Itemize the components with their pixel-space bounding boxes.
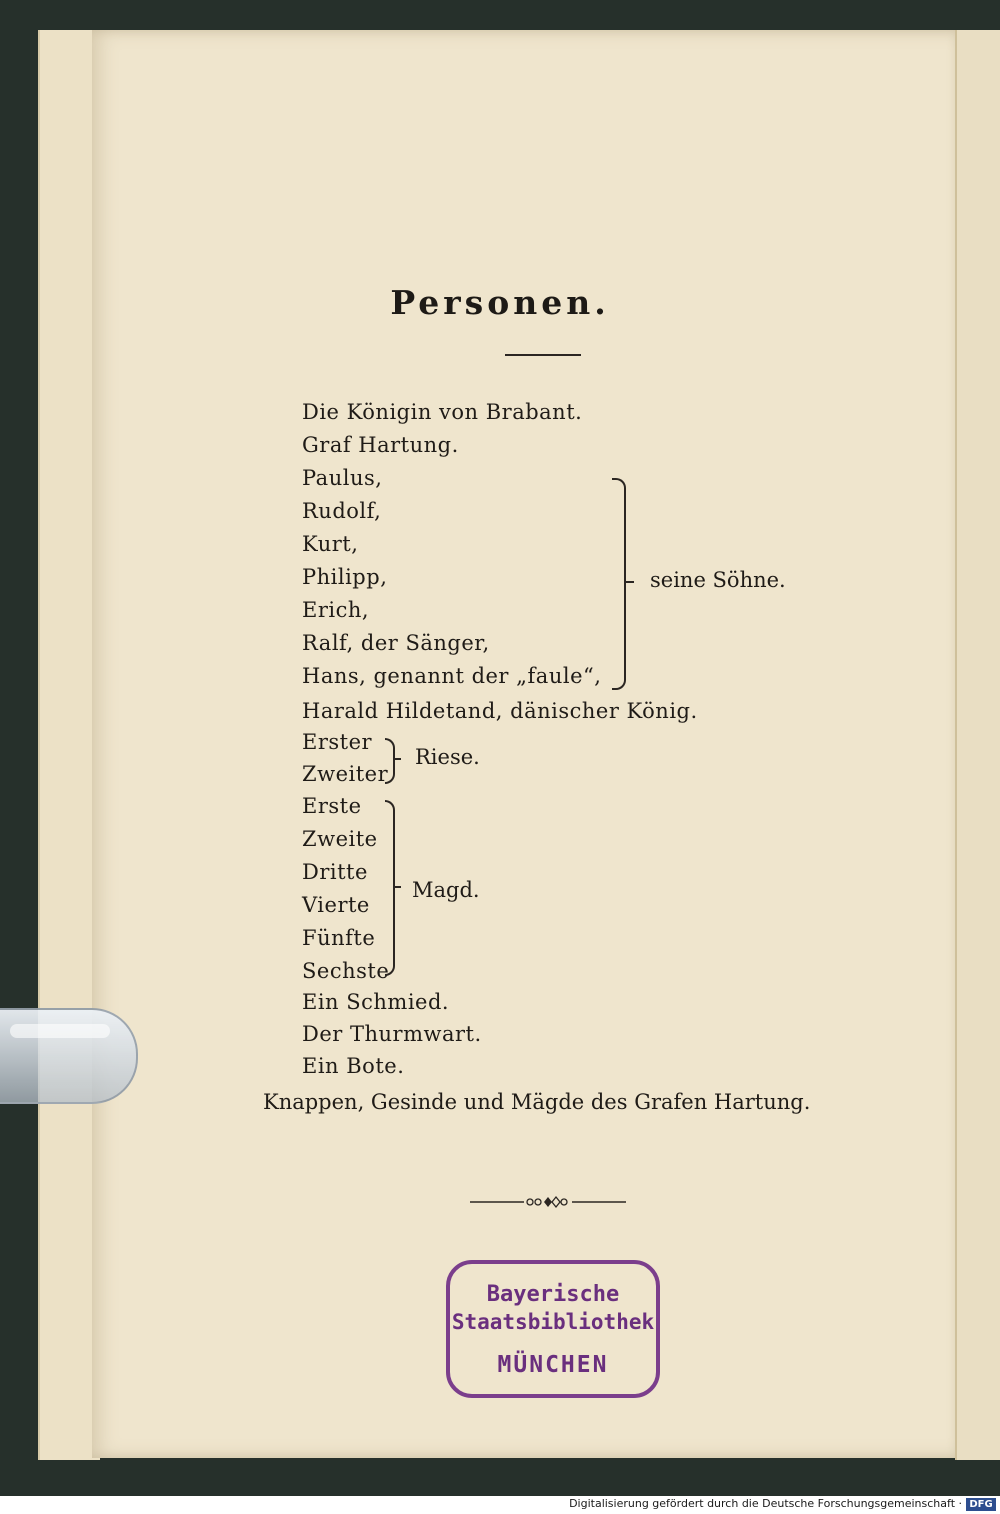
cast-son: Hans, genannt der „faule“, xyxy=(302,664,602,688)
giants-brace xyxy=(385,738,395,784)
cast-giant: Zweiter xyxy=(302,762,389,786)
giants-brace-tip xyxy=(393,758,401,760)
cast-giant: Erster xyxy=(302,730,373,754)
title-rule xyxy=(505,354,581,356)
cast-son: Erich, xyxy=(302,598,370,622)
maids-brace xyxy=(385,800,395,976)
paper-clip xyxy=(0,1008,138,1104)
page-left-edge xyxy=(38,30,100,1460)
cast-son: Ralf, der Sänger, xyxy=(302,631,490,655)
stamp-line: MÜNCHEN xyxy=(497,1352,609,1378)
cast-footer: Knappen, Gesinde und Mägde des Grafen Hartung. xyxy=(263,1090,811,1114)
maids-label: Magd. xyxy=(412,878,480,902)
ornament-divider xyxy=(470,1193,626,1211)
cast-queen: Die Königin von Brabant. xyxy=(302,400,583,424)
sons-brace xyxy=(612,478,626,690)
sons-label: seine Söhne. xyxy=(650,568,786,592)
funding-credit: Digitalisierung gefördert durch die Deutsche Forschungsgemeinschaft · xyxy=(569,1497,962,1510)
cast-maid: Fünfte xyxy=(302,926,376,950)
cast-maid: Zweite xyxy=(302,827,378,851)
cast-son: Paulus, xyxy=(302,466,383,490)
stamp-line: Bayerische xyxy=(486,1282,620,1307)
cast-other: Ein Bote. xyxy=(302,1054,405,1078)
library-stamp xyxy=(446,1260,660,1398)
stamp-line: Staatsbibliothek xyxy=(451,1310,655,1334)
cast-harald: Harald Hildetand, dänischer König. xyxy=(302,699,698,723)
cast-maid: Vierte xyxy=(302,893,370,917)
book-page xyxy=(92,30,962,1458)
maids-brace-tip xyxy=(393,886,401,888)
cast-maid: Erste xyxy=(302,794,362,818)
page-title: Personen. xyxy=(390,283,610,322)
cast-maid: Sechste xyxy=(302,959,390,983)
sons-brace-tip xyxy=(624,581,634,583)
cast-other: Ein Schmied. xyxy=(302,990,450,1014)
cast-maid: Dritte xyxy=(302,860,368,884)
giants-label: Riese. xyxy=(415,745,480,769)
cast-son: Philipp, xyxy=(302,565,388,589)
cast-son: Kurt, xyxy=(302,532,359,556)
next-page-edge xyxy=(955,30,1000,1460)
cast-other: Der Thurmwart. xyxy=(302,1022,482,1046)
dfg-logo: DFG xyxy=(966,1498,996,1511)
cast-count: Graf Hartung. xyxy=(302,433,459,457)
cast-son: Rudolf, xyxy=(302,499,382,523)
